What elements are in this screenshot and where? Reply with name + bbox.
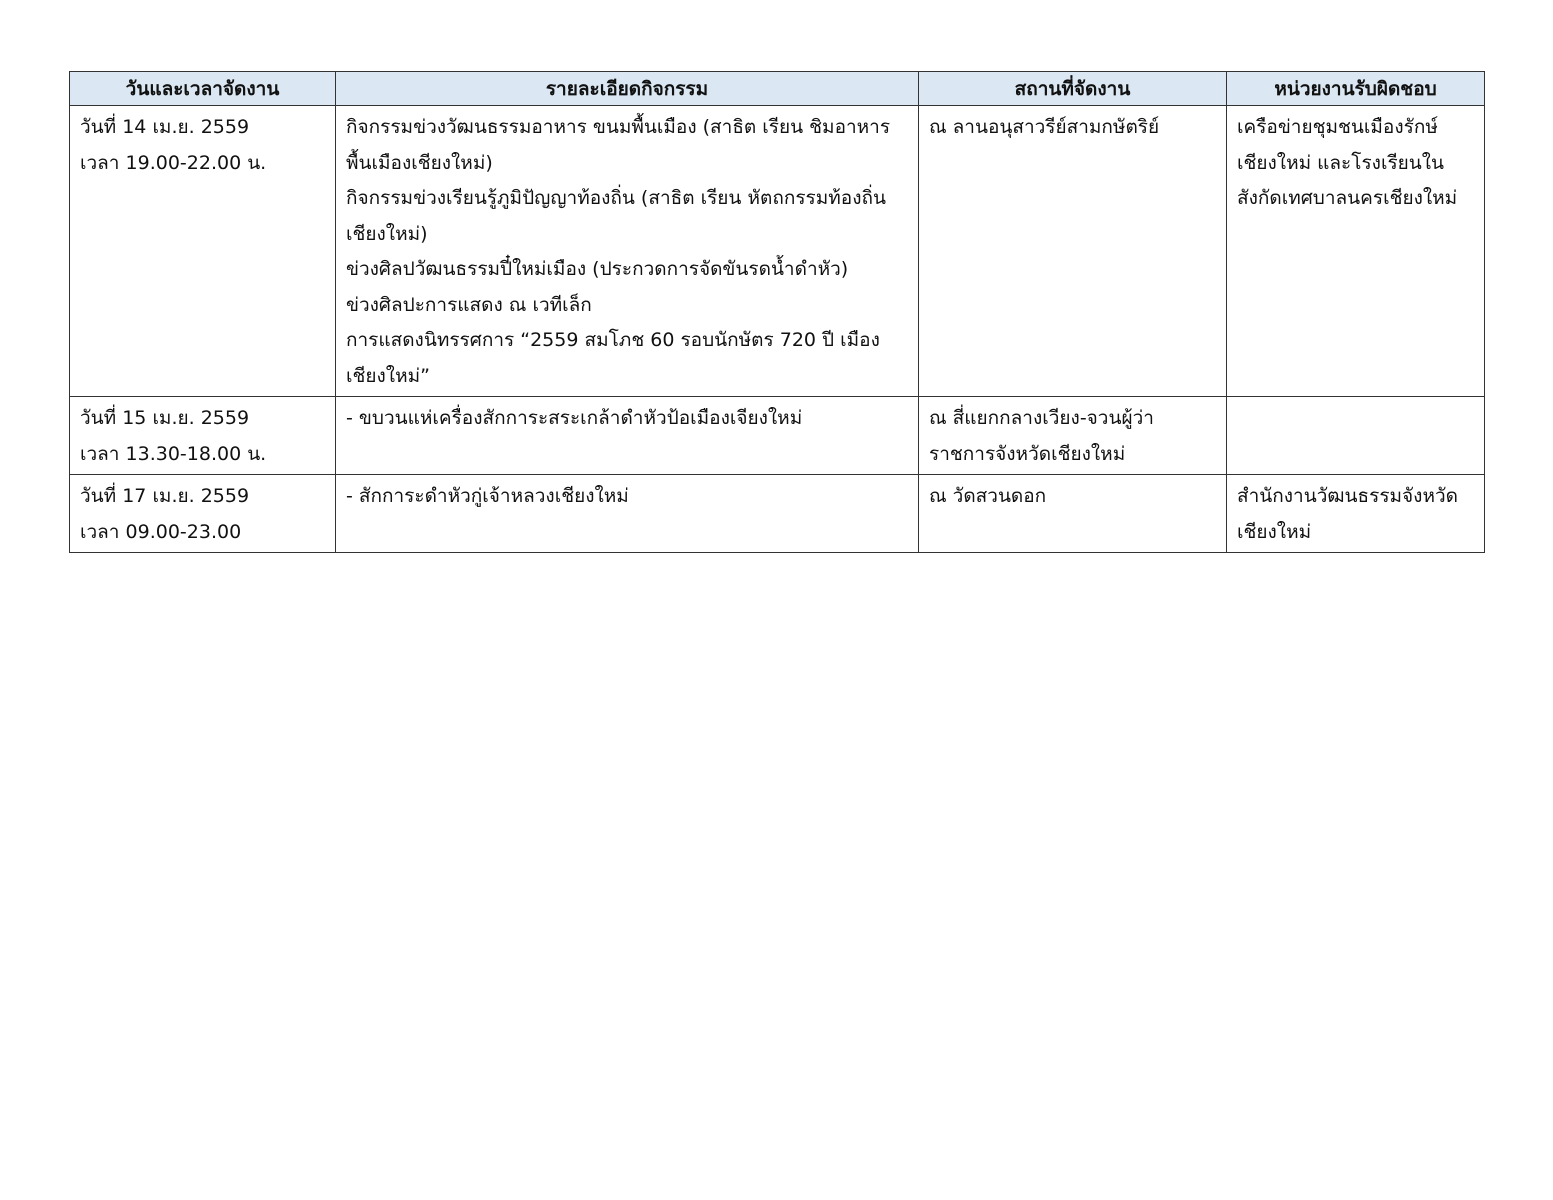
date-text: วันที่ 14 เม.ย. 2559 [80,116,250,138]
time-text: เวลา 19.00-22.00 น. [80,151,267,174]
details-cell [336,475,919,553]
activity-item: - ขบวนแห่เครื่องสักการะสระเกล้าดำหัวป้อเมืองเจียงใหม่ [346,407,803,429]
time-text: เวลา 09.00-23.00 [80,520,242,543]
datetime-cell [70,475,336,553]
organizer-cell [1227,397,1485,475]
venue-cell [919,475,1227,553]
table-row [70,397,1485,475]
table-header-row [70,72,1485,106]
organizer-text: เครือข่ายชุมชนเมืองรักษ์ เชียงใหม่ และโรงเรียนใน สังกัดเทศบาลนครเชียงใหม่ [1237,116,1458,209]
details-cell [336,397,919,475]
venue-text: ณ สี่แยกกลางเวียง-จวนผู้ว่า [929,407,1154,429]
activity-item: ข่วงศิลปวัฒนธรรมปี๋ใหม่เมือง (ประกวดการจัดขันรดน้ำดำหัว) [346,258,849,280]
activity-item: - สักการะดำหัวกู่เจ้าหลวงเชียงใหม่ [346,485,629,507]
header-organizer: หน่วยงานรับผิดชอบ [1227,72,1485,106]
table-row [70,106,1485,397]
header-datetime: วันและเวลาจัดงาน [70,72,336,106]
organizer-cell [1227,475,1485,553]
time-text: เวลา 13.30-18.00 น. [80,442,267,465]
header-venue: สถานที่จัดงาน [919,72,1227,106]
date-text: วันที่ 15 เม.ย. 2559 [80,407,250,429]
activity-item: ข่วงศิลปะการแสดง ณ เวทีเล็ก [346,293,592,316]
table-row [70,475,1485,553]
venue-cell [919,106,1227,397]
activity-item: กิจกรรมข่วงวัฒนธรรมอาหาร ขนมพื้นเมือง (สาธิต เรียน ชิมอาหาร พื้นเมืองเชียงใหม่) [346,116,891,174]
event-schedule-table [69,71,1485,553]
datetime-cell [70,397,336,475]
organizer-text: สำนักงานวัฒนธรรมจังหวัด เชียงใหม่ [1237,485,1458,543]
activity-item: กิจกรรมข่วงเรียนรู้ภูมิปัญญาท้องถิ่น (สาธิต เรียน หัตถกรรมท้องถิ่น เชียงใหม่) [346,187,886,245]
date-text: วันที่ 17 เม.ย. 2559 [80,485,250,507]
venue-cell [919,397,1227,475]
venue-text: ณ ลานอนุสาวรีย์สามกษัตริย์ [929,116,1160,138]
venue-text: ราชการจังหวัดเชียงใหม่ [929,442,1126,465]
details-cell [336,106,919,397]
organizer-cell [1227,106,1485,397]
datetime-cell [70,106,336,397]
header-details: รายละเอียดกิจกรรม [336,72,919,106]
activity-item: การแสดงนิทรรศการ “2559 สมโภช 60 รอบนักษัตร 720 ปี เมือง เชียงใหม่” [346,329,880,387]
venue-text: ณ วัดสวนดอก [929,485,1047,507]
